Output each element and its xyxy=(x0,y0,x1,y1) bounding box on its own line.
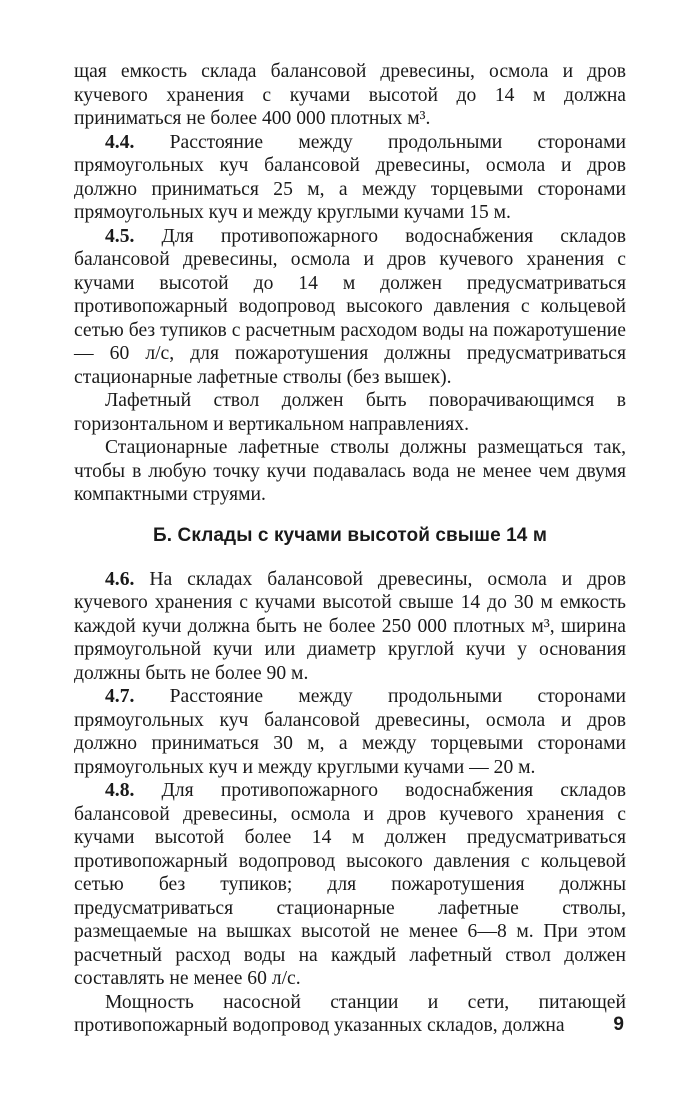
paragraph-text: Мощность насосной станции и сети, питающей противопожарный водопровод указанных складов, должна xyxy=(74,991,626,1036)
clause-number: 4.6. xyxy=(105,568,135,590)
paragraph-4-8 xyxy=(74,779,626,991)
paragraph-monitor-rotation xyxy=(74,389,626,436)
paragraph-continuation xyxy=(74,60,626,131)
page-number: 9 xyxy=(613,1014,624,1035)
paragraph-text: щая емкость склада балансовой древесины, осмола и дров кучевого хранения с кучами высотой до 14 м должна приниматься не более 400 000 плотных м³. xyxy=(74,61,626,129)
paragraph-text: Лафетный ствол должен быть поворачивающимся в горизонтальном и вертикальном направлениях. xyxy=(74,390,626,435)
clause-number: 4.8. xyxy=(105,780,135,801)
paragraph-text: Стационарные лафетные стволы должны размещаться так, чтобы в любую точку кучи подавалась вода не менее чем двумя компактными струями. xyxy=(74,437,626,505)
paragraph-text: На складах балансовой древесины, осмола и дров кучевого хранения с кучами высотой свыше 14 до 30 м емкость каждой кучи должна быть не более 250 000 плотных м³, ширина прямоугольной кучи или диаметр круглой кучи у основания должны быть не более 90 м. xyxy=(74,568,626,684)
paragraph-monitor-placement xyxy=(74,436,626,507)
paragraph-4-4 xyxy=(74,131,626,225)
paragraph-4-6 xyxy=(74,568,626,686)
clause-number: 4.7. xyxy=(105,686,135,707)
paragraph-text: Для противопожарного водоснабжения складов балансовой древесины, осмола и дров кучевого хранения с кучами высотой более 14 м должен предусматриваться противопожарный водопровод высокого давления с кольцевой сетью без тупиков; для пожаротушения должны предусматриваться стационарные лафетные стволы, размещаемые на вышках высотой не менее 6—8 м. При этом расчетный расход воды на каждый лафетный ствол должен составлять не менее 60 л/с. xyxy=(74,780,626,989)
clause-number: 4.5. xyxy=(105,225,135,247)
document-page xyxy=(74,60,626,1038)
paragraph-text: Расстояние между продольными сторонами прямоугольных куч балансовой древесины, осмола и дров должно приниматься 30 м, а между торцевыми сторонами прямоугольных куч и между круглыми кучами — 20 м. xyxy=(74,686,626,778)
section-heading: Б. Склады с кучами высотой свыше 14 м xyxy=(153,524,547,546)
paragraph-text: Расстояние между продольными сторонами прямоугольных куч балансовой древесины, осмола и дров должно приниматься 25 м, а между торцевыми сторонами прямоугольных куч и между круглыми кучами 15 м. xyxy=(74,131,626,223)
paragraph-4-7 xyxy=(74,685,626,779)
paragraph-pump-station xyxy=(74,991,626,1038)
paragraph-text: Для противопожарного водоснабжения складов балансовой древесины, осмола и дров кучевого хранения с кучами высотой до 14 м должен предусматриваться противопожарный водопровод высокого давления с кольцевой сетью без тупиков с расчетным расходом воды на пожаротушение — 60 л/с, для пожаротушения должны предусматриваться стационарные лафетные стволы (без вышек). xyxy=(74,225,626,388)
clause-number: 4.4. xyxy=(105,131,135,153)
paragraph-4-5 xyxy=(74,225,626,390)
